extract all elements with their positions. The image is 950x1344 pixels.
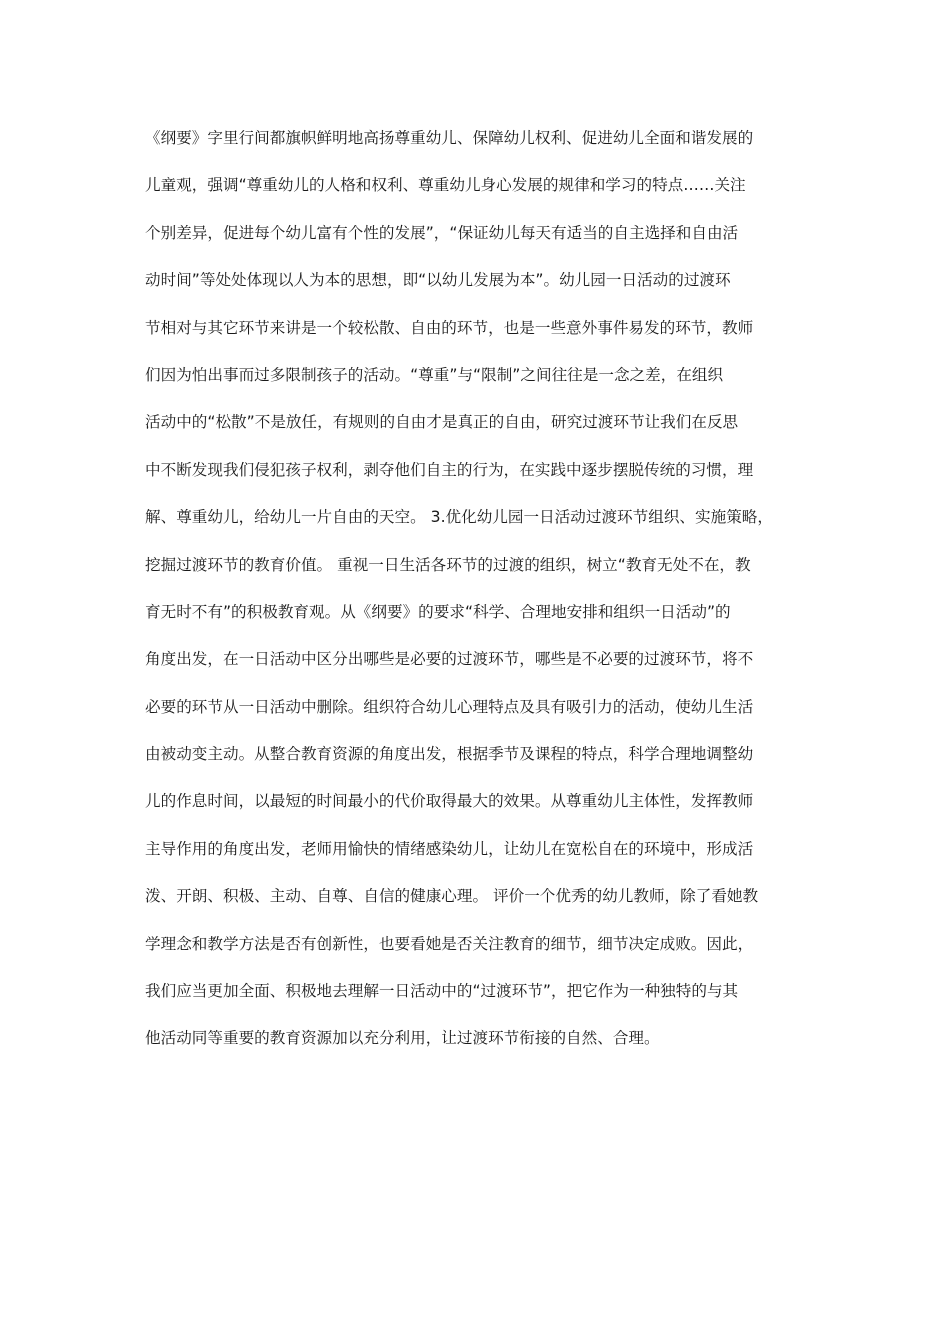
paragraph-line: 学理念和教学方法是否有创新性，也要看她是否关注教育的细节，细节决定成败。因此， (145, 934, 754, 953)
paragraph-line: 《纲要》字里行间都旗帜鲜明地高扬尊重幼儿、保障幼儿权利、促进幼儿全面和谐发展的 (145, 129, 754, 147)
paragraph-line: 必要的环节从一日活动中删除。组织符合幼儿心理特点及具有吸引力的活动，使幼儿生活 (145, 697, 754, 716)
paragraph-line: 解、尊重幼儿，给幼儿一片自由的天空。 3.优化幼儿园一日活动过渡环节组织、实施策略， (145, 508, 773, 527)
paragraph-line: 们因为怕出事而过多限制孩子的活动。“尊重”与“限制”之间往往是一念之差，在组织 (145, 365, 724, 384)
paragraph-line: 角度出发，在一日活动中区分出哪些是必要的过渡环节，哪些是不必要的过渡环节，将不 (145, 650, 754, 669)
paragraph-line: 泼、开朗、积极、主动、自尊、自信的健康心理。 评价一个优秀的幼儿教师，除了看她教 (145, 887, 759, 906)
paragraph-line: 主导作用的角度出发，老师用愉快的情绪感染幼儿，让幼儿在宽松自在的环境中，形成活 (145, 839, 754, 858)
paragraph-line: 个别差异，促进每个幼儿富有个性的发展”，“保证幼儿每天有适当的自主选择和自由活 (145, 223, 739, 242)
body-paragraph (145, 121, 815, 1069)
paragraph-line: 他活动同等重要的教育资源加以充分利用，让过渡环节衔接的自然、合理。 (145, 1029, 660, 1048)
paragraph-line: 我们应当更加全面、积极地去理解一日活动中的“过渡环节”，把它作为一种独特的与其 (145, 982, 739, 1001)
paragraph-line: 儿的作息时间，以最短的时间最小的代价取得最大的效果。从尊重幼儿主体性，发挥教师 (145, 792, 754, 811)
paragraph-line: 中不断发现我们侵犯孩子权利，剥夺他们自主的行为，在实践中逐步摆脱传统的习惯，理 (145, 460, 754, 479)
paragraph-line: 由被动变主动。从整合教育资源的角度出发，根据季节及课程的特点，科学合理地调整幼 (145, 745, 754, 764)
paragraph-line: 挖掘过渡环节的教育价值。 重视一日生活各环节的过渡的组织，树立“教育无处不在，教 (145, 555, 751, 574)
paragraph-line: 节相对与其它环节来讲是一个较松散、自由的环节，也是一些意外事件易发的环节，教师 (145, 318, 754, 337)
paragraph-line: 动时间”等处处体现以人为本的思想，即“以幼儿发展为本”。幼儿园一日活动的过渡环 (145, 271, 731, 290)
paragraph-line: 育无时不有”的积极教育观。从《纲要》的要求“科学、合理地安排和组织一日活动”的 (145, 602, 731, 621)
paragraph-line: 活动中的“松散”不是放任，有规则的自由才是真正的自由，研究过渡环节让我们在反思 (145, 413, 739, 432)
paragraph-line: 儿童观，强调“尊重幼儿的人格和权利、尊重幼儿身心发展的规律和学习的特点……关注 (145, 176, 746, 195)
